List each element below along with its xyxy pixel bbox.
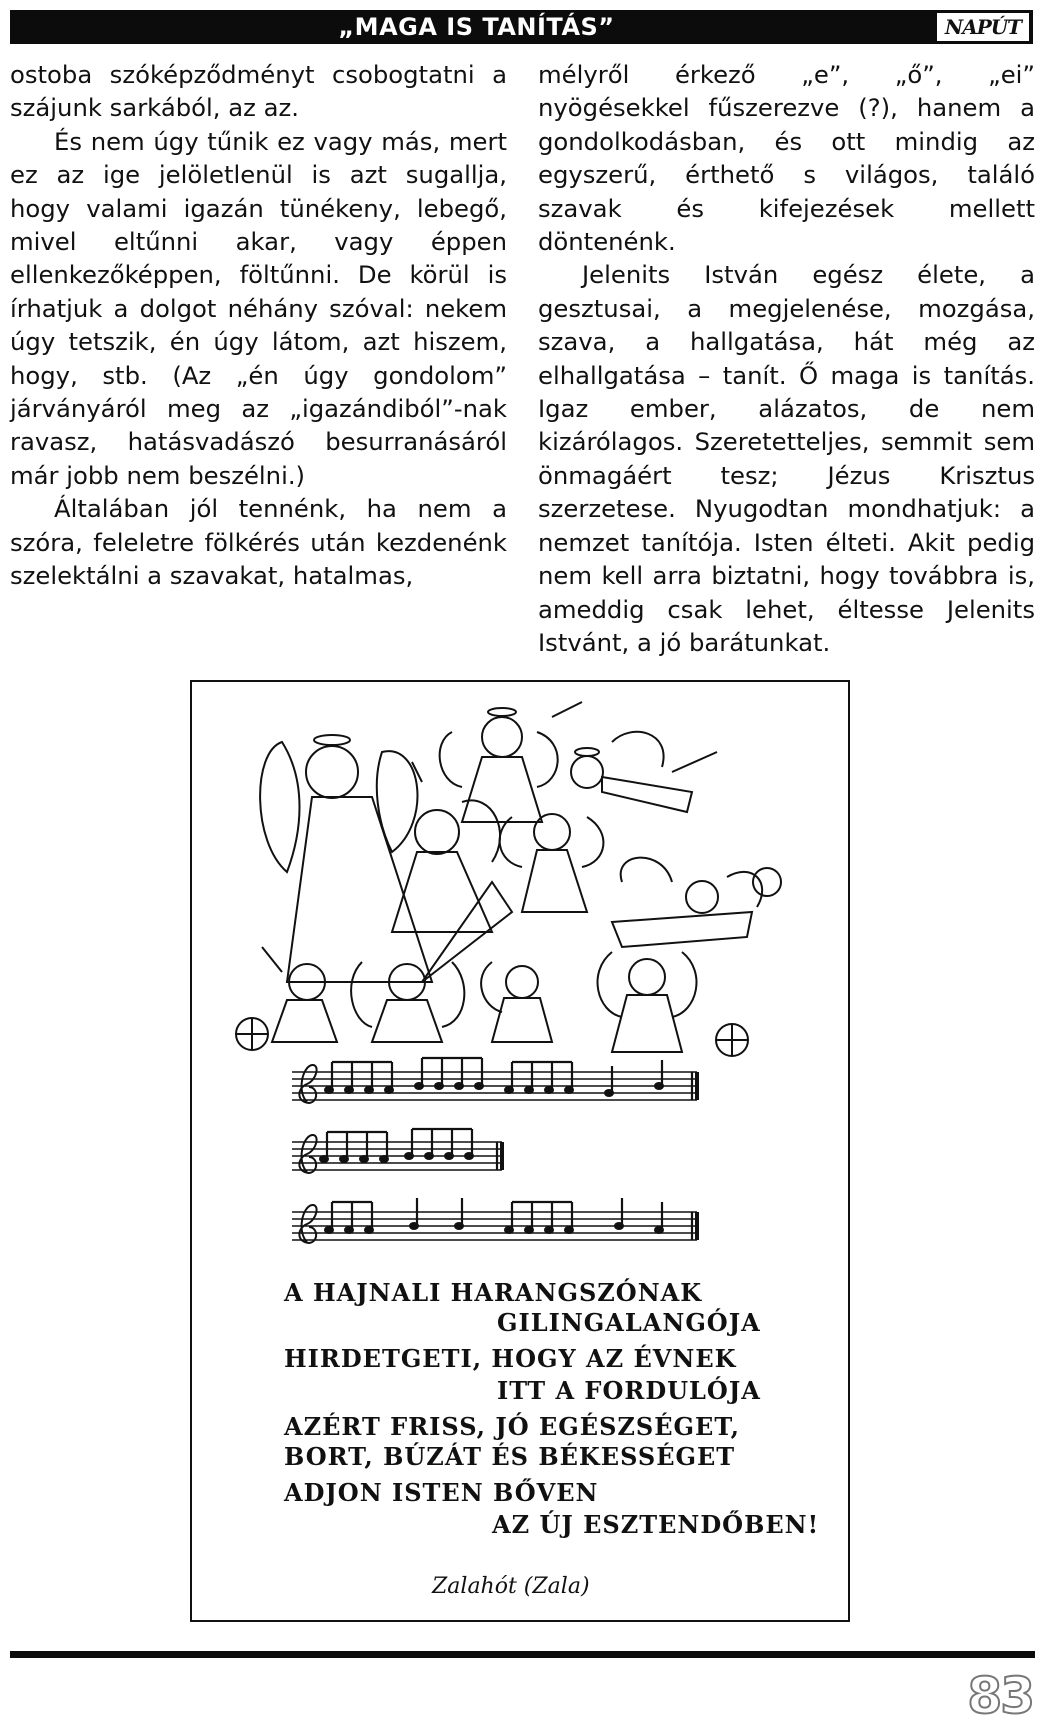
song-lyric-line: GILINGALANGÓJA (497, 1308, 761, 1337)
paragraph: ostoba szóképződményt csobogtatni a szájunk sarkából, az az. (10, 60, 507, 123)
page-number: 83 (967, 1667, 1033, 1725)
right-column (538, 58, 1035, 659)
paragraph: Általában jól tennénk, ha nem a szóra, feleletre fölkérés után kezdenénk szelektálni a szavakat, hatalmas, (10, 494, 507, 591)
footer-rule (10, 1651, 1035, 1658)
angel-drawing (571, 732, 717, 812)
left-column (10, 58, 507, 593)
angel-drawing (260, 735, 512, 982)
illustration-frame (190, 680, 850, 1622)
angel-drawing (481, 962, 552, 1042)
paragraph: mélyről érkező „e”, „ő”, „ei” nyögésekkel fűszerezve (?), hanem a gondolkodásban, és ott mindig az egyszerű, érthető s világos, találó szavak és kifejezések mellett döntenénk. (538, 60, 1035, 257)
music-notation (292, 1058, 697, 1240)
paragraph: Jelenits István egész élete, a gesztusai, a megjelenése, mozgása, szava, a hallgatása, hát még az elhallgatása – tanít. Ő maga is tanítás. Igaz ember, alázatos, de nem kizárólagos. Szeretetteljes, semmit sem önmagáért tesz; Jézus Krisztus szerzetese. Nyugodtan mondhatjuk: a nemzet tanítója. Isten élteti. Akit pedig nem kell arra biztatni, hogy továbbra is, ameddig csak lehet, éltesse Jelenits Istvánt, a jó barátunkat. (538, 260, 1035, 657)
song-origin: Zalahót (Zala) (432, 1574, 590, 1599)
angel-drawing (612, 858, 781, 947)
running-title: „MAGA IS TANÍTÁS” (338, 13, 615, 41)
angel-drawing (262, 947, 337, 1042)
song-lyric-line: ADJON ISTEN BŐVEN (284, 1478, 599, 1507)
header-bar (10, 10, 1033, 44)
magazine-logo: NAPÚT (937, 13, 1029, 41)
song-lyric-line: AZ ÚJ ESZTENDŐBEN! (492, 1510, 820, 1539)
song-lyric-line: AZÉRT FRISS, JÓ EGÉSZSÉGET, (284, 1412, 740, 1441)
paragraph: És nem úgy tűnik ez vagy más, mert ez az ige jelöletlenül is azt sugallja, hogy valami igazán tünékeny, lebegő, mivel eltűnni akar, vagy éppen ellenkezőképpen, föltűnni. De körül is írhatjuk a dolgot néhány szóval: nekem úgy tetszik, én úgy látom, azt hiszem, hogy, stb. (Az „én úgy gondolom” járványáról meg az „igazándiból”-nak ravasz, hatásvadászó besurranásáról már jobb nem beszélni.) (10, 126, 507, 490)
treble-clef-icon (299, 1065, 316, 1243)
angel-drawing (351, 962, 464, 1042)
song-lyric-line: HIRDETGETI, HOGY AZ ÉVNEK (284, 1344, 737, 1373)
song-lyric-line: A HAJNALI HARANGSZÓNAK (284, 1278, 703, 1307)
angel-drawing (598, 952, 697, 1052)
angel-drawing (440, 702, 582, 822)
song-lyric-line: BORT, BÚZÁT ÉS BÉKESSÉGET (284, 1442, 736, 1471)
song-lyric-line: ITT A FORDULÓJA (497, 1376, 761, 1405)
angel-drawing (500, 814, 604, 912)
